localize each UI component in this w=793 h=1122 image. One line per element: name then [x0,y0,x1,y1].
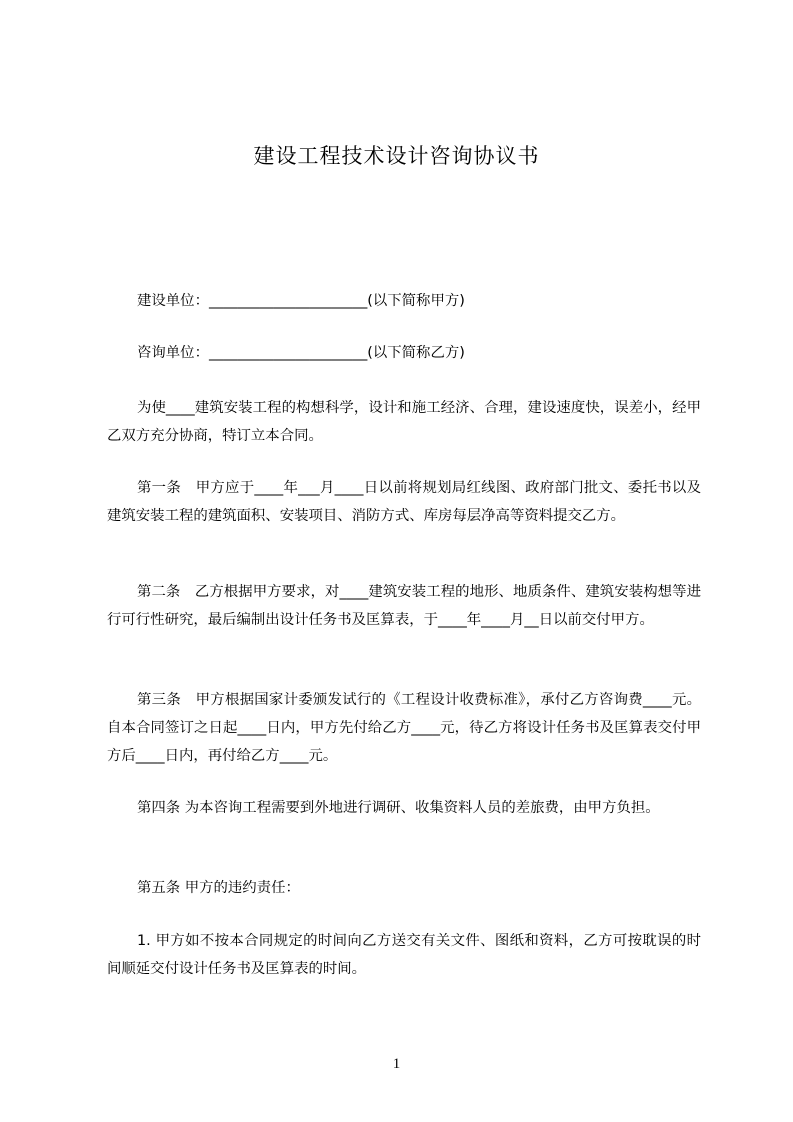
consulting-unit-blank: ______________________ [208,345,368,361]
construction-unit-blank: ______________________ [208,293,368,309]
document-title: 建设工程技术设计咨询协议书 [253,144,540,168]
article-3-paragraph: 第三条 甲方根据国家计委颁发试行的《工程设计收费标准》，承付乙方咨询费____元。自本合同签订之日起____日内，甲方先付给乙方____元，待乙方将设计任务书及匡算表交付甲方后____日内，再付给乙方____元。 [107,692,701,764]
consulting-unit-suffix: (以下简称乙方) [367,345,465,361]
consulting-unit-label: 咨询单位： [137,345,209,361]
article-2-paragraph: 第二条 乙方根据甲方要求，对____建筑安装工程的地形、地质条件、建筑安装构想等进行可行性研究，最后编制出设计任务书及匡算表，于____年____月__日以前交付甲方。 [107,584,701,628]
article-5-paragraph: 第五条 甲方的违约责任： [137,880,300,896]
preamble-paragraph: 为使____建筑安装工程的构想科学，设计和施工经济、合理，建设速度快，误差小，经甲乙双方充分协商，特订立本合同。 [107,400,701,444]
construction-unit-line [107,287,701,315]
page-number: 1 [392,1056,401,1072]
article-4-paragraph: 第四条 为本咨询工程需要到外地进行调研、收集资料人员的差旅费，由甲方负担。 [137,800,660,816]
construction-unit-label: 建设单位： [137,293,209,309]
construction-unit-suffix: (以下简称甲方) [367,293,465,309]
consulting-unit-line [107,339,701,367]
clause-1-paragraph: 1. 甲方如不按本合同规定的时间向乙方送交有关文件、图纸和资料，乙方可按耽误的时间顺延交付设计任务书及匡算表的时间。 [107,933,701,977]
article-1-paragraph: 第一条 甲方应于____年___月____日以前将规划局红线图、政府部门批文、委托书以及建筑安装工程的建筑面积、安装项目、消防方式、库房每层净高等资料提交乙方。 [107,480,701,524]
